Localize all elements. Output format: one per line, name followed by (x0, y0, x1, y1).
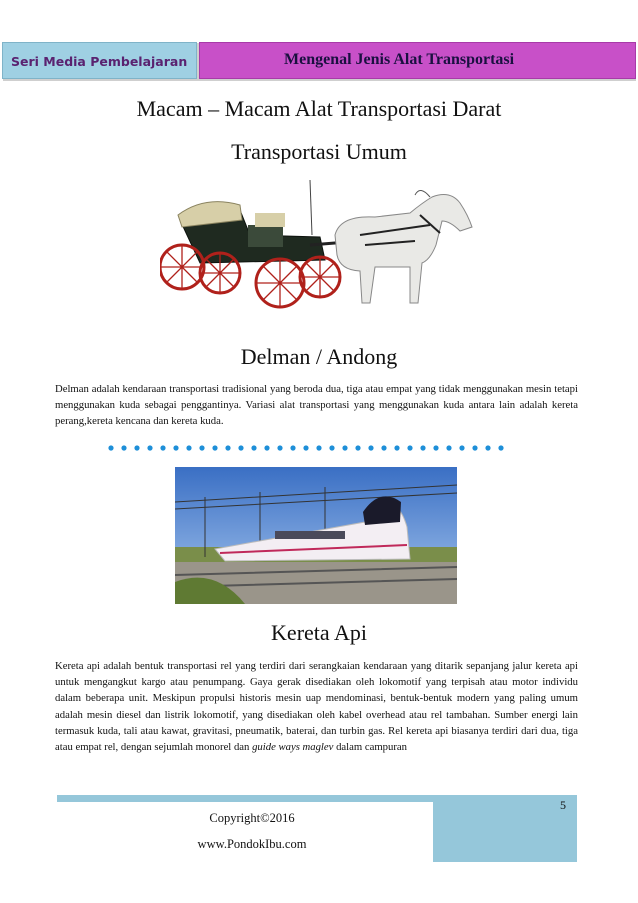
divider-dot (433, 445, 438, 450)
page-subtitle: Transportasi Umum (231, 139, 407, 164)
copyright-text: Copyright©2016 (209, 811, 295, 825)
divider-dot (290, 445, 295, 450)
kereta-api-text-end: dalam campuran (333, 741, 407, 754)
kereta-api-text: Kereta api adalah bentuk transportasi rel yang terdiri dari serangkaian kendaraan yang ditarik sepanjang jalur kereta api untuk mengangkut kargo atau penumpang. Gaya gerak disediakan oleh lokomotif yang terpisah atau motor individu dalam beberapa unit. Meskipun propulsi historis mesin uap mendominasi, bentuk-bentuk modern yang paling umum adalah mesin diesel dan listrik lokomotif, yang disediakan oleh kabel overhead atau rel tambahan. Sumber energi lain termasuk kuda, tali atau kawat, gravitasi, pneumatik, baterai, dan turbin gas. Rel kereta api biasanya terdiri dari dua, tiga atau empat rel, dengan sejumlah monorel dan (55, 660, 578, 754)
divider-dot (394, 445, 399, 450)
divider-dot (381, 445, 386, 450)
train-image (175, 467, 457, 604)
divider-dot (368, 445, 373, 450)
divider-dot (186, 445, 191, 450)
divider-dot (121, 445, 126, 450)
divider-dot (238, 445, 243, 450)
divider-dot (446, 445, 451, 450)
divider-dot (277, 445, 282, 450)
divider-dot (342, 445, 347, 450)
divider-dot (199, 445, 204, 450)
divider-dot (316, 445, 321, 450)
divider-dot (459, 445, 464, 450)
divider-dot (329, 445, 334, 450)
divider-dot (498, 445, 503, 450)
series-label: Seri Media Pembelajaran (2, 42, 197, 79)
kereta-api-heading: Kereta Api (271, 620, 367, 645)
divider-dot (264, 445, 269, 450)
divider-dot (147, 445, 152, 450)
divider-dot (134, 445, 139, 450)
horse-carriage-image (160, 175, 480, 317)
divider-dot (173, 445, 178, 450)
divider-dot (407, 445, 412, 450)
divider-dot (225, 445, 230, 450)
website-text: www.PondokIbu.com (197, 837, 307, 851)
divider-dot (212, 445, 217, 450)
kereta-api-italic-term: guide ways maglev (252, 741, 334, 754)
page-number: 5 (560, 798, 566, 812)
dotted-divider (107, 441, 507, 455)
delman-paragraph: Delman adalah kendaraan transportasi tradisional yang beroda dua, tiga atau empat yang tidak menggunakan mesin tetapi menggunakan kuda sebagai penggantinya. Variasi alat transportasi yang menggunakan kuda antara lain adalah kereta perang,kereta kencana dan kereta kuda. (55, 383, 578, 428)
divider-dot (251, 445, 256, 450)
book-title: Mengenal Jenis Alat Transportasi (199, 42, 636, 79)
delman-heading: Delman / Andong (240, 344, 398, 369)
page-title: Macam – Macam Alat Transportasi Darat (136, 96, 502, 121)
divider-dot (485, 445, 490, 450)
divider-dot (472, 445, 477, 450)
divider-dot (108, 445, 113, 450)
divider-dot (303, 445, 308, 450)
divider-dot (355, 445, 360, 450)
divider-dot (420, 445, 425, 450)
divider-dot (160, 445, 165, 450)
kereta-api-paragraph (55, 658, 578, 755)
